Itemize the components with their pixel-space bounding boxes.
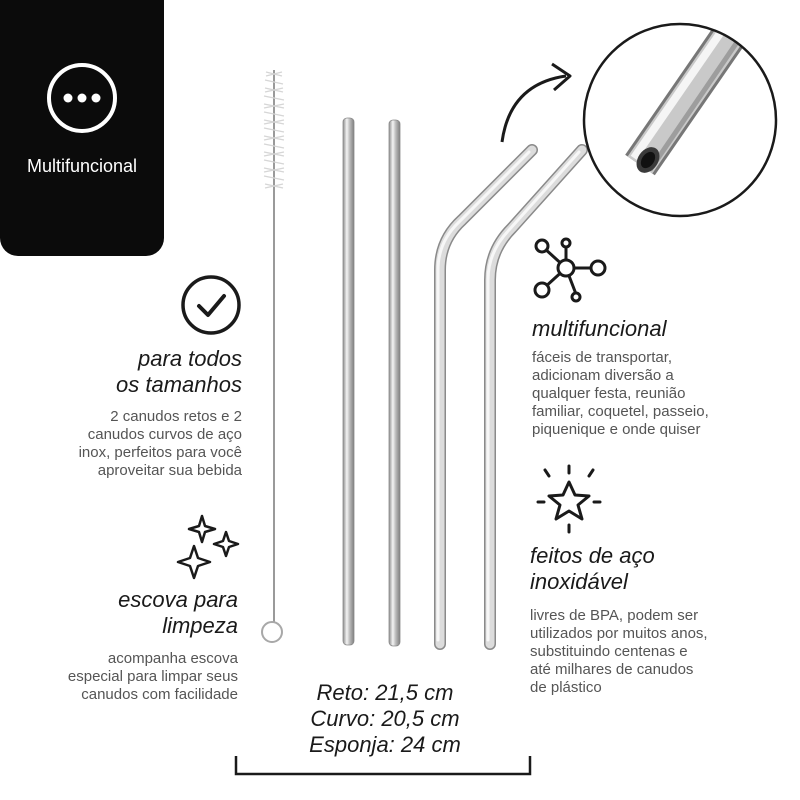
- straight-straw-1: [343, 118, 354, 645]
- curved-arrow-icon: [502, 64, 570, 142]
- measurement-curved: Curvo: 20,5 cm: [310, 706, 460, 731]
- straight-straw-2: [389, 120, 400, 646]
- steel-title-line2: inoxidável: [530, 569, 628, 594]
- brush-title-line2: limpeza: [162, 613, 238, 638]
- steel-description: livres de BPA, podem ser utilizados por muitos anos, substituindo centenas e até milhares de canudos de plástico: [530, 607, 708, 696]
- sizes-description: 2 canudos retos e 2 canudos curvos de aço inox, perfeitos para você aproveitar sua bebida: [78, 408, 242, 479]
- brush-description: acompanha escova especial para limpar seus canudos com facilidade: [67, 650, 238, 703]
- check-circle-icon: [180, 274, 242, 336]
- network-nodes-icon: [530, 236, 608, 304]
- zoom-detail: [584, 16, 776, 216]
- sizes-title-line1: para todos: [138, 346, 242, 371]
- measurement-brush: Esponja: 24 cm: [309, 732, 461, 757]
- badge-label: Multifuncional: [26, 156, 138, 176]
- measurements: [250, 680, 520, 758]
- multi-title: multifuncional: [532, 316, 667, 341]
- sizes-title-line2: os tamanhos: [116, 372, 242, 397]
- cleaning-brush: [262, 70, 284, 642]
- measurement-straight: Reto: 21,5 cm: [316, 680, 454, 705]
- steel-title-line1: feitos de aço: [530, 543, 655, 568]
- brush-section: [38, 587, 238, 639]
- brush-title-line1: escova para: [118, 587, 238, 612]
- multi-description: fáceis de transportar, adicionam diversão a qualquer festa, reunião familiar, coquetel, passeio, piquenique e onde quiser: [532, 349, 709, 438]
- measurement-bracket: [236, 756, 530, 774]
- star-shine-icon: [534, 462, 604, 536]
- steel-section: [530, 543, 655, 595]
- sparkles-icon: [174, 512, 244, 582]
- sizes-section: [42, 346, 242, 398]
